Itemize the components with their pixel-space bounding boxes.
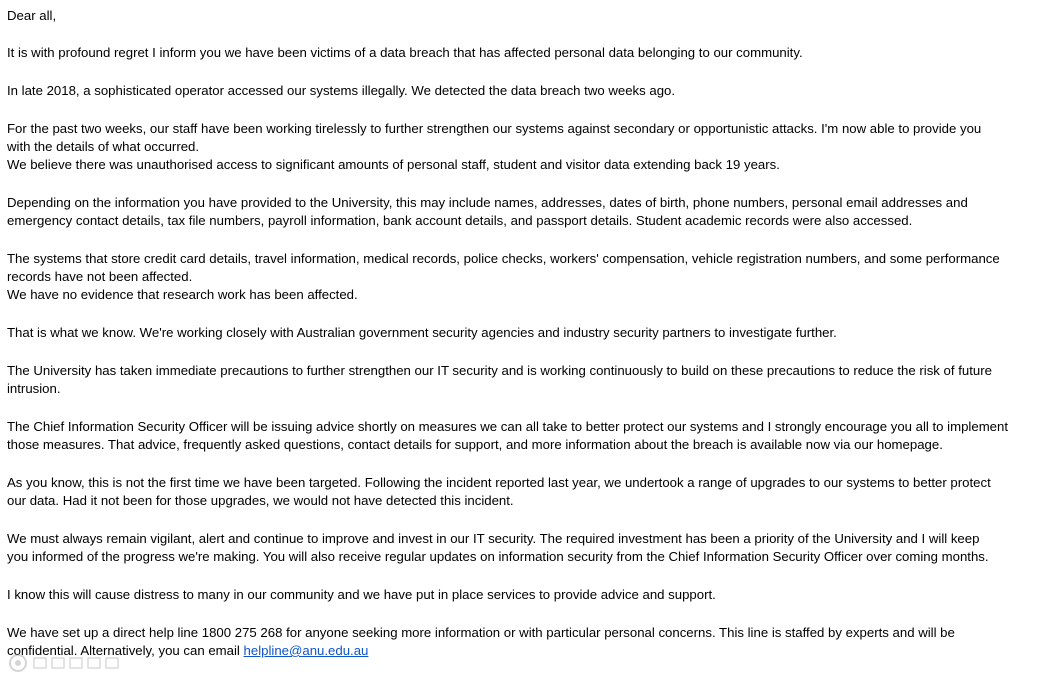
paragraph-precautions: The University has taken immediate precautions to further strengthen our IT security and is working continuously to build on these precautions to reduce the risk of future intrusion. (7, 363, 992, 396)
paragraph-systems-not-affected: The systems that store credit card details, travel information, medical records, police checks, workers' compensation, vehicle registration numbers, and some performance records have not been affected. We have no evidence that research work has been affected. (7, 251, 1000, 302)
helpline-text: We have set up a direct help line 1800 275 268 for anyone seeking more information or with particular personal concerns. This line is staffed by experts and will be confidential. Alternatively, you can email (7, 625, 955, 658)
paragraph-timeline: In late 2018, a sophisticated operator accessed our systems illegally. We detected the data breach two weeks ago. (7, 83, 676, 98)
greeting: Dear all, (7, 8, 57, 23)
paragraph-breach-notice: It is with profound regret I inform you we have been victims of a data breach that has affected personal data belonging to our community. (7, 45, 803, 60)
paragraph-prior-incident: As you know, this is not the first time we have been targeted. Following the incident reported last year, we undertook a range of upgrades to our systems to better protect our data. Had it not been for those upgrades, we would not have detected this incident. (7, 475, 991, 508)
paragraph-data-affected: Depending on the information you have provided to the University, this may include names, addresses, dates of birth, phone numbers, personal email addresses and emergency contact details, tax file numbers, payroll information, bank account details, and passport details. Student academic records were also accessed. (7, 195, 968, 228)
helpline-email-link[interactable]: helpline@anu.edu.au (243, 643, 369, 658)
email-body (7, 7, 1041, 660)
paragraph-staff-response: For the past two weeks, our staff have been working tirelessly to further strengthen our systems against secondary or opportunistic attacks. I'm now able to provide you with the details of what occurred. We believe there was unauthorised access to significant amounts of personal staff, student and visitor data extending back 19 years. (7, 121, 982, 172)
paragraph-vigilance: We must always remain vigilant, alert and continue to improve and invest in our IT security. The required investment has been a priority of the University and I will keep you informed of the progress we're making. You will also receive regular updates on information security from the Chief Information Security Officer over coming months. (7, 531, 989, 564)
paragraph-investigation: That is what we know. We're working closely with Australian government security agencies and industry security partners to investigate further. (7, 325, 837, 340)
paragraph-ciso-advice: The Chief Information Security Officer will be issuing advice shortly on measures we can all take to better protect our systems and I strongly encourage you all to implement those measures. That advice, frequently asked questions, contact details for support, and more information about the breach is available now via our homepage. (7, 419, 1009, 452)
paragraph-helpline (7, 624, 1041, 660)
paragraph-support: I know this will cause distress to many in our community and we have put in place services to provide advice and support. (7, 587, 716, 602)
